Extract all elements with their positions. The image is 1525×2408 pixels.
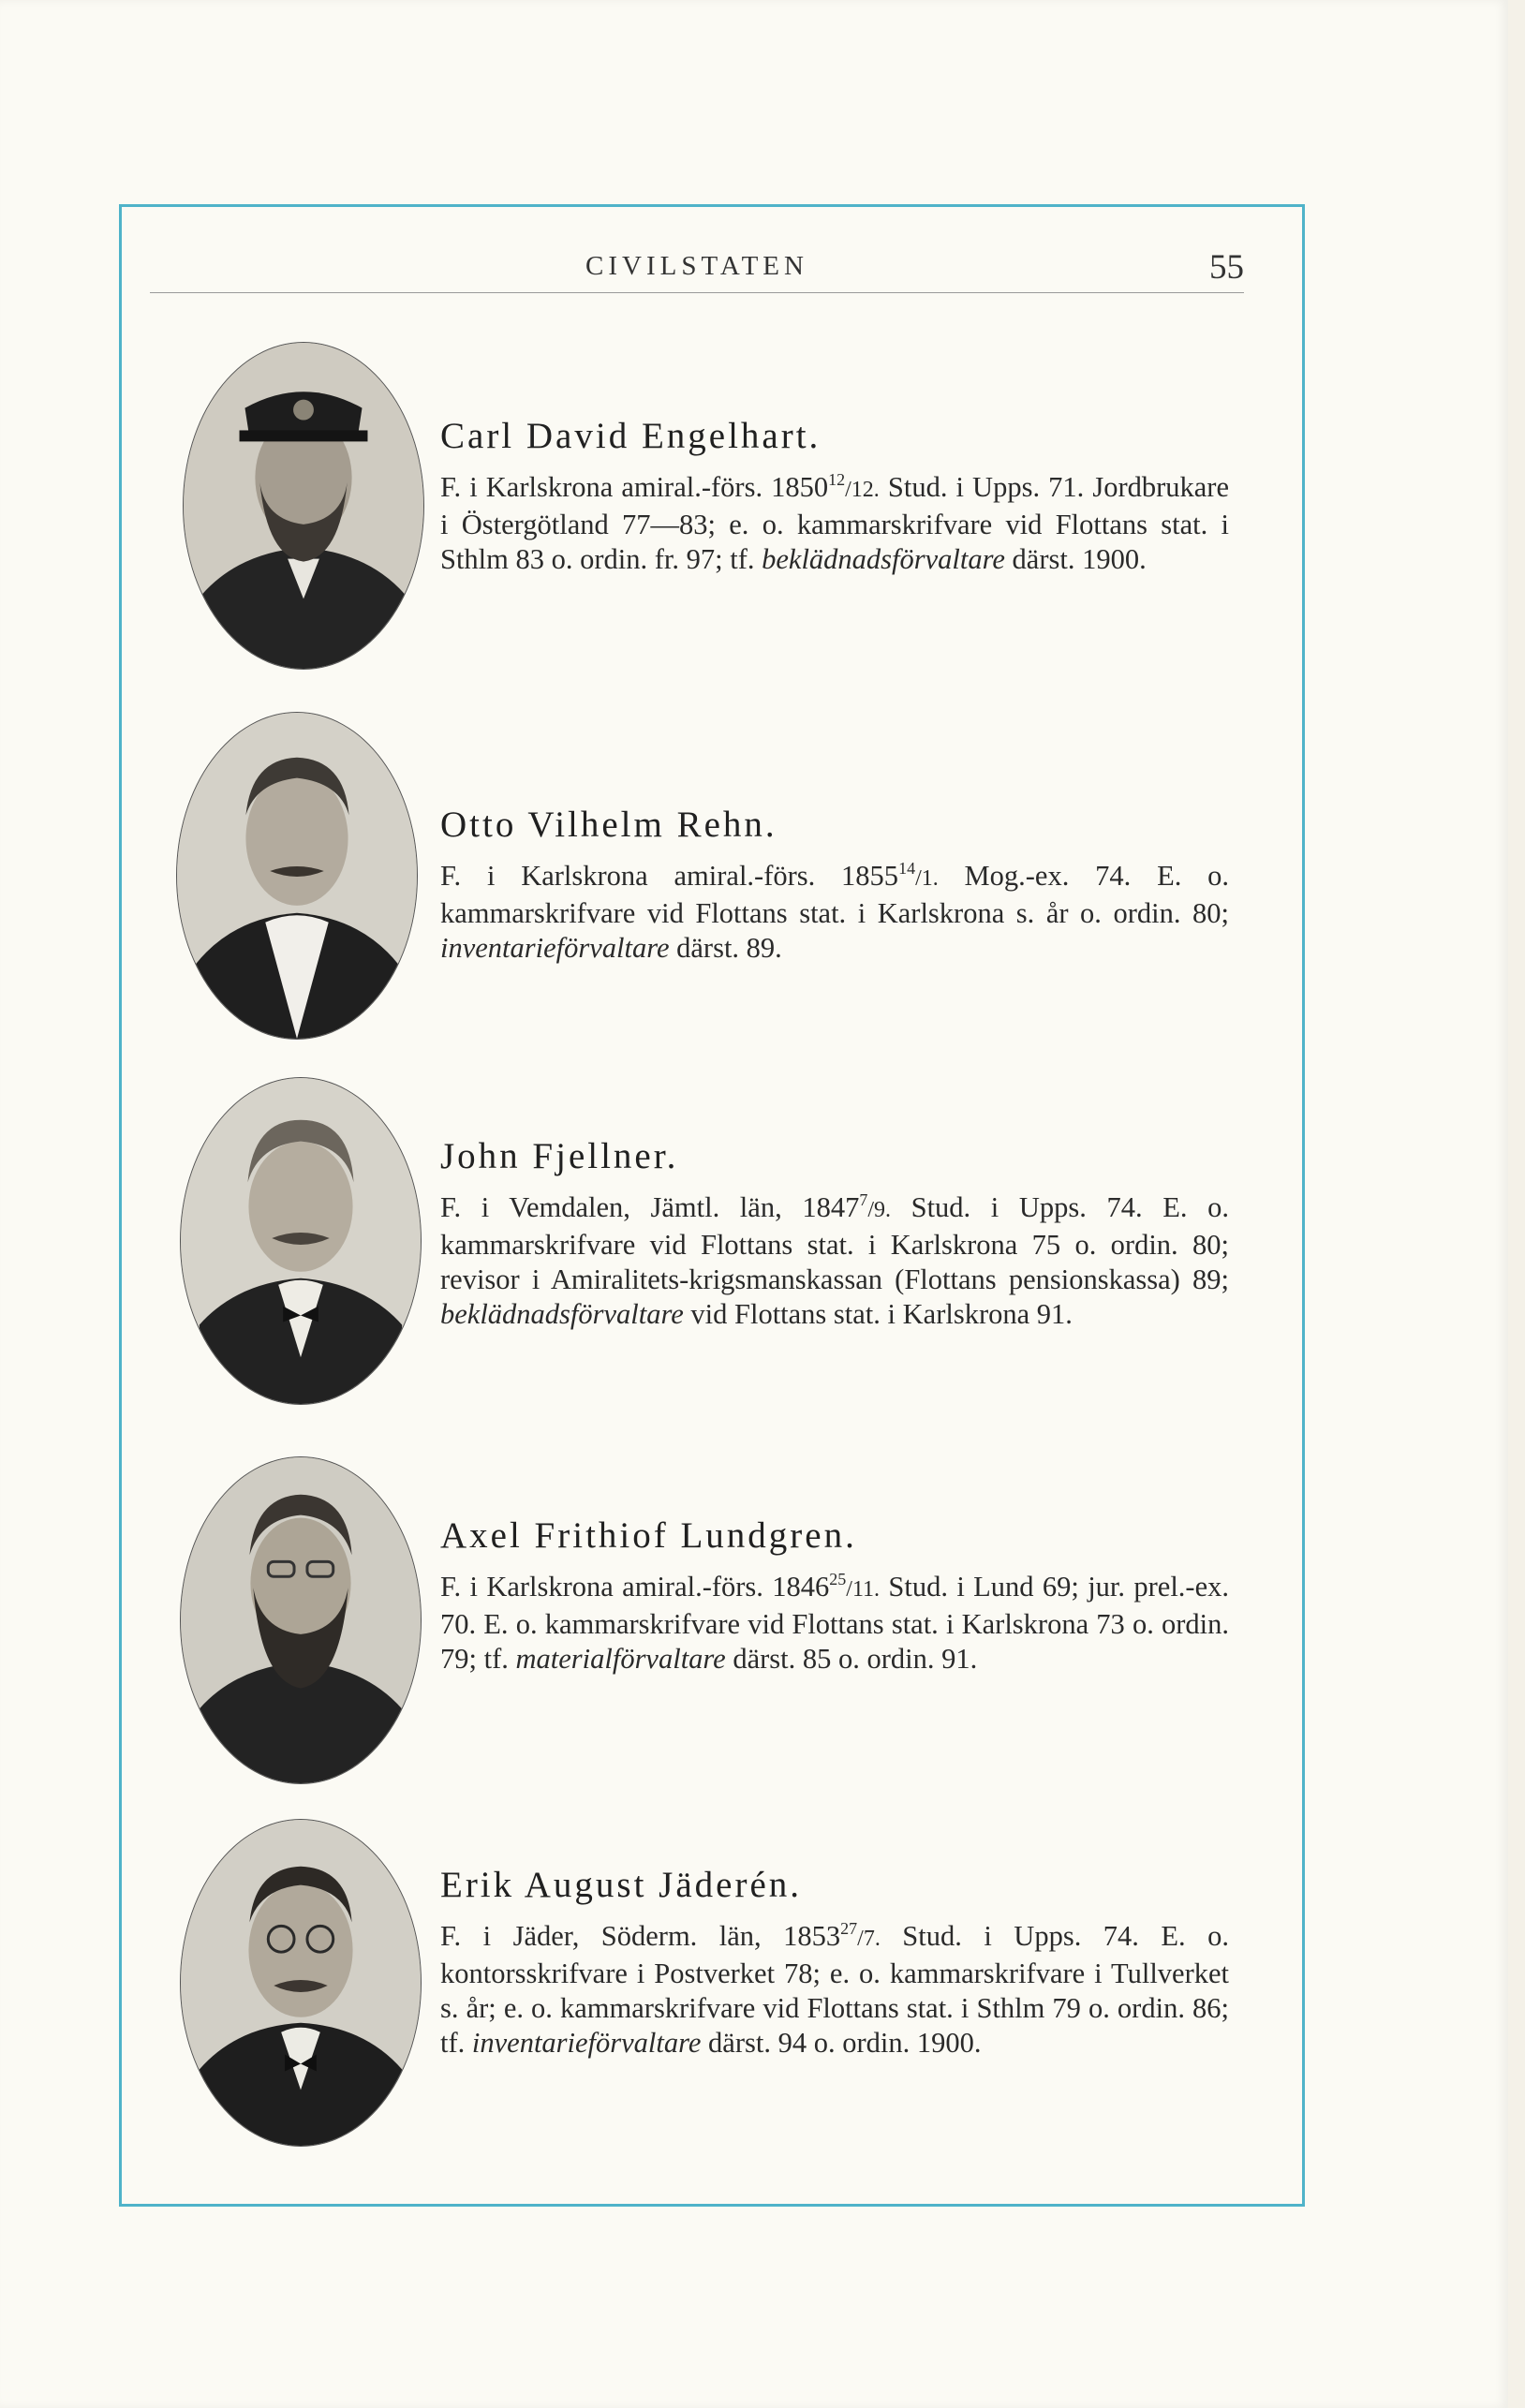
- portrait-naval-officer-icon: [183, 342, 424, 670]
- bio-career: Stud. i Upps. 74. E. o. kontorsskrifvare i Postverket 78; e. o. kammarskrifvare i Tullverket s. år; e. o. kammarskrifvare vid Flottans stat. i Sthlm 79 o. ordin. 86; tf.: [440, 1920, 1230, 2059]
- birth-day: 14: [898, 859, 916, 878]
- portrait-man-moustache-icon: [176, 712, 418, 1040]
- bio-career: Stud. i Upps. 74. E. o. kammarskrifvare vid Flottans stat. i Karlskrona 75 o. ordin. 80; revisor i Amiralitets-krigsmanskassan (Flottans pensionskassa) 89;: [440, 1191, 1230, 1295]
- bio-birth: F. i Karlskrona amiral.-förs. 1855: [440, 860, 899, 892]
- portrait-man-moustache-icon: [180, 1077, 422, 1405]
- running-head: CIVILSTATEN: [585, 251, 808, 281]
- person-name: Axel Frithiof Lundgren.: [440, 1515, 857, 1556]
- birth-month: /11.: [846, 1577, 881, 1602]
- bio-end: därst. 85 o. ordin. 91.: [725, 1643, 978, 1675]
- entry-text: [440, 1864, 1229, 2061]
- portrait-man-beard-icon: [180, 1456, 422, 1784]
- page-header: [150, 245, 1244, 292]
- person-name: Otto Vilhelm Rehn.: [440, 805, 777, 845]
- bio-end: vid Flottans stat. i Karlskrona 91.: [683, 1298, 1073, 1330]
- biography-text: [440, 1570, 1229, 1677]
- birth-day: 12: [828, 470, 846, 489]
- bio-end: därst. 89.: [669, 932, 782, 964]
- birth-month: /7.: [857, 1927, 881, 1951]
- bio-career: Stud. i Lund 69; jur. prel.-ex. 70. E. o. kammarskrifvare vid Flottans stat. i Karlskrona 73 o. ordin. 79; tf.: [440, 1571, 1229, 1675]
- birth-day: 25: [829, 1570, 847, 1588]
- entry-text: [440, 1135, 1229, 1332]
- birth-month: /1.: [915, 866, 939, 891]
- bio-end: därst. 1900.: [1004, 543, 1147, 575]
- birth-day: 27: [840, 1919, 858, 1938]
- biography-text: [440, 1190, 1229, 1332]
- bio-birth: F. i Karlskrona amiral.-förs. 1846: [440, 1571, 830, 1603]
- biography-text: [440, 1919, 1229, 2061]
- biography-text: [440, 470, 1229, 577]
- biography-text: [440, 859, 1229, 966]
- bio-career: Mog.-ex. 74. E. o. kammarskrifvare vid Flottans stat. i Karlskrona s. år o. ordin. 80;: [440, 860, 1229, 929]
- portrait-man-glasses-icon: [180, 1819, 422, 2147]
- birth-month: /12.: [845, 478, 880, 502]
- page-number: 55: [1209, 248, 1244, 287]
- bio-end: därst. 94 o. ordin. 1900.: [701, 2027, 982, 2059]
- bio-birth: F. i Jäder, Söderm. län, 1853: [440, 1920, 841, 1952]
- bio-birth: F. i Vemdalen, Jämtl. län, 1847: [440, 1191, 860, 1223]
- person-name: Erik August Jäderén.: [440, 1865, 803, 1905]
- entry-text: [440, 415, 1229, 577]
- office-title: inventarieförvaltare: [440, 932, 670, 964]
- office-title: beklädnadsförvaltare: [762, 543, 1005, 575]
- person-name: Carl David Engelhart.: [440, 416, 822, 456]
- office-title: beklädnadsförvaltare: [440, 1298, 684, 1330]
- header-rule: [150, 292, 1244, 293]
- birth-day: 7: [859, 1190, 868, 1209]
- office-title: inventarieförvaltare: [471, 2027, 702, 2059]
- bio-career: Stud. i Upps. 71. Jordbrukare i Östergötland 77—83; e. o. kammarskrifvare vid Flottans stat. i Sthlm 83 o. ordin. fr. 97; tf.: [440, 471, 1229, 575]
- office-title: materialförvaltare: [515, 1643, 726, 1675]
- entry-text: [440, 804, 1229, 966]
- entry-text: [440, 1514, 1229, 1677]
- person-name: John Fjellner.: [440, 1136, 679, 1176]
- birth-month: /9.: [867, 1198, 891, 1222]
- bio-birth: F. i Karlskrona amiral.-förs. 1850: [440, 471, 829, 503]
